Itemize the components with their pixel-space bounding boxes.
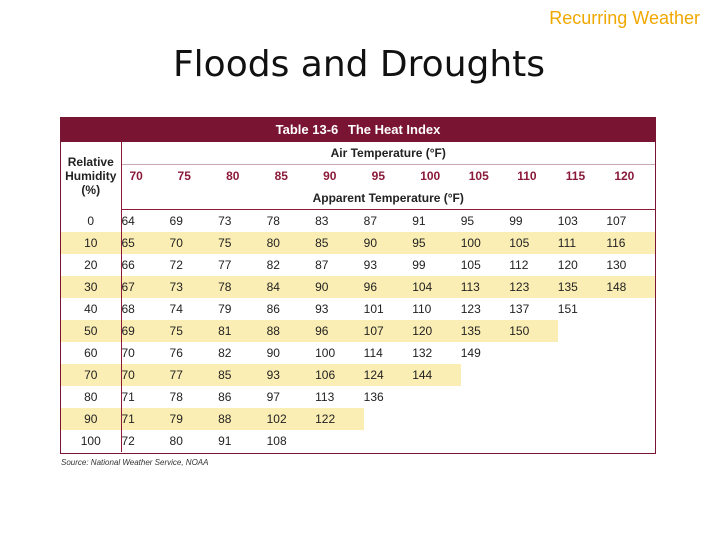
heat-index-cell: 130 — [606, 258, 627, 272]
temperature-header-cell: 90 — [323, 169, 337, 183]
humidity-cell: 70 — [61, 364, 121, 386]
heat-index-cell: 72 — [121, 434, 135, 448]
temperature-header-cell: 105 — [468, 169, 489, 183]
empty-cell — [461, 364, 510, 386]
empty-cell — [606, 408, 655, 430]
rh-label-line1: Relative — [67, 154, 114, 169]
heat-index-cell: 95 — [412, 232, 461, 254]
heat-index-cell: 111 — [558, 232, 607, 254]
empty-cell — [558, 364, 607, 386]
heat-index-cell: 123 — [509, 276, 558, 298]
empty-cell — [412, 408, 461, 430]
heat-index-cell: 90 — [266, 346, 280, 360]
heat-index-cell: 93 — [267, 364, 316, 386]
heat-index-cell: 71 — [121, 390, 135, 404]
heat-index-cell: 84 — [267, 276, 316, 298]
table-row — [61, 276, 655, 298]
empty-cell — [509, 342, 558, 364]
heat-index-cell: 64 — [121, 214, 135, 228]
heat-index-cell: 120 — [557, 258, 578, 272]
heat-index-cell: 93 — [315, 302, 329, 316]
heat-index-cell: 93 — [363, 258, 378, 272]
heat-index-cell: 79 — [218, 302, 232, 316]
heat-index-cell: 108 — [266, 434, 287, 448]
table-row — [61, 342, 655, 364]
heat-index-cell: 104 — [412, 276, 461, 298]
heat-index-cell: 106 — [315, 364, 364, 386]
humidity-cell: 10 — [61, 232, 121, 254]
heat-index-cell: 122 — [315, 408, 364, 430]
rh-label-line2: Humidity — [65, 168, 117, 183]
empty-cell — [412, 430, 461, 452]
heat-index-cell: 90 — [315, 276, 364, 298]
table-row — [61, 320, 655, 342]
empty-cell — [558, 342, 607, 364]
heat-index-cell: 86 — [218, 390, 232, 404]
humidity-cell: 0 — [61, 210, 121, 233]
table-row — [61, 254, 655, 276]
heat-index-cell: 72 — [169, 258, 183, 272]
heat-index-cell: 101 — [363, 302, 384, 316]
temperature-header-cell: 110 — [517, 169, 537, 183]
humidity-cell: 50 — [61, 320, 121, 342]
humidity-cell: 80 — [61, 386, 121, 408]
heat-index-cell: 82 — [218, 346, 232, 360]
heat-index-cell: 88 — [218, 408, 267, 430]
heat-index-cell: 132 — [412, 346, 433, 360]
empty-cell — [606, 342, 655, 364]
heat-index-cell: 112 — [509, 258, 529, 272]
table-row — [61, 232, 655, 254]
empty-cell — [606, 298, 655, 320]
temperature-header-cell: 95 — [371, 169, 386, 183]
heat-index-cell: 96 — [364, 276, 413, 298]
heat-index-cell: 102 — [267, 408, 316, 430]
heat-index-cell: 78 — [169, 390, 183, 404]
heat-index-cell: 70 — [170, 232, 219, 254]
heat-index-cell: 67 — [121, 276, 170, 298]
heat-index-cell: 75 — [170, 320, 219, 342]
heat-index-cell: 113 — [315, 390, 335, 404]
empty-cell — [606, 320, 655, 342]
heat-index-cell: 78 — [266, 214, 280, 228]
heat-index-cell: 85 — [218, 364, 267, 386]
empty-cell — [558, 408, 607, 430]
empty-cell — [509, 386, 558, 408]
heat-index-cell: 124 — [364, 364, 413, 386]
table-caption-title: The Heat Index — [347, 122, 441, 137]
heat-index-cell: 68 — [121, 302, 135, 316]
heat-index-cell: 82 — [266, 258, 280, 272]
empty-cell — [606, 430, 655, 452]
heat-index-cell: 71 — [121, 408, 170, 430]
heat-index-cell: 105 — [509, 232, 558, 254]
table-row — [61, 364, 655, 386]
empty-cell — [558, 320, 607, 342]
heat-index-cell: 80 — [267, 232, 316, 254]
empty-cell — [315, 430, 364, 452]
heat-index-cell: 88 — [267, 320, 316, 342]
heat-index-cell: 107 — [606, 214, 627, 228]
heat-index-cell: 148 — [606, 276, 655, 298]
heat-index-cell: 99 — [412, 258, 426, 272]
relative-humidity-label — [61, 142, 121, 210]
rh-label-line3: (%) — [81, 182, 101, 197]
temperature-header-cell: 120 — [614, 169, 635, 183]
apparent-temperature-header: Apparent Temperature (°F) — [121, 187, 655, 210]
heat-index-cell: 86 — [266, 302, 280, 316]
empty-cell — [558, 386, 607, 408]
temperature-header-cell: 70 — [129, 169, 143, 183]
heat-index-cell: 107 — [364, 320, 413, 342]
corner-title: Recurring Weather — [549, 8, 700, 28]
table-row — [61, 298, 655, 320]
heat-index-cell: 69 — [121, 320, 170, 342]
heat-index-cell: 77 — [218, 258, 232, 272]
heat-index-cell: 116 — [606, 232, 655, 254]
heat-index-cell: 144 — [412, 364, 461, 386]
empty-cell — [461, 430, 510, 452]
empty-cell — [364, 430, 413, 452]
temperature-header-cell: 115 — [565, 169, 586, 183]
empty-cell — [606, 364, 655, 386]
heat-index-cell: 81 — [218, 320, 267, 342]
empty-cell — [606, 386, 655, 408]
heat-index-cell: 149 — [460, 346, 481, 360]
heat-index-cell: 136 — [363, 390, 384, 404]
heat-index-cell: 113 — [461, 276, 510, 298]
heat-index-cell: 91 — [412, 214, 426, 228]
heat-index-cell: 75 — [218, 232, 267, 254]
table-row — [61, 210, 655, 233]
heat-index-cell: 73 — [218, 214, 232, 228]
heat-index-cell: 103 — [557, 214, 578, 228]
heat-index-table — [61, 142, 655, 452]
heat-index-cell: 97 — [266, 390, 280, 404]
empty-cell — [509, 364, 558, 386]
heat-index-cell: 85 — [315, 232, 364, 254]
slide-title: Floods and Droughts — [172, 44, 546, 85]
heat-index-cell: 100 — [461, 232, 510, 254]
temperature-header-cell: 100 — [420, 169, 441, 183]
heat-index-cell: 73 — [170, 276, 219, 298]
table-row — [61, 386, 655, 408]
heat-index-cell: 90 — [364, 232, 413, 254]
heat-index-cell: 76 — [169, 346, 183, 360]
heat-index-cell: 96 — [315, 320, 364, 342]
heat-index-cell: 70 — [121, 364, 170, 386]
table-caption-number: Table 13-6 — [275, 122, 339, 137]
heat-index-cell: 137 — [509, 302, 530, 316]
empty-cell — [412, 386, 461, 408]
humidity-cell: 20 — [61, 254, 121, 276]
humidity-cell: 40 — [61, 298, 121, 320]
empty-cell — [509, 408, 558, 430]
heat-index-cell: 91 — [218, 434, 232, 448]
table-row — [61, 408, 655, 430]
table-caption — [61, 118, 655, 142]
humidity-cell: 60 — [61, 342, 121, 364]
heat-index-cell: 151 — [557, 302, 578, 316]
table-row — [61, 430, 655, 452]
heat-index-cell: 78 — [218, 276, 267, 298]
temperature-header-row — [61, 165, 655, 188]
heat-index-cell: 95 — [460, 214, 475, 228]
heat-index-cell: 66 — [121, 258, 135, 272]
heat-index-cell: 99 — [509, 214, 523, 228]
heat-index-cell: 120 — [412, 320, 461, 342]
temperature-header-cell: 75 — [177, 169, 191, 183]
heat-index-cell: 65 — [121, 232, 170, 254]
temperature-header-cell: 85 — [274, 169, 288, 183]
heat-index-table-panel — [60, 117, 656, 454]
heat-index-cell: 105 — [460, 258, 481, 272]
heat-index-cell: 77 — [170, 364, 219, 386]
heat-index-cell: 87 — [363, 214, 378, 228]
heat-index-cell: 80 — [169, 434, 183, 448]
heat-index-cell: 135 — [461, 320, 510, 342]
source-note: Source: National Weather Service, NOAA — [61, 458, 209, 467]
humidity-cell: 30 — [61, 276, 121, 298]
heat-index-cell: 110 — [412, 302, 432, 316]
heat-index-cell: 100 — [315, 346, 336, 360]
empty-cell — [558, 430, 607, 452]
empty-cell — [461, 386, 510, 408]
empty-cell — [509, 430, 558, 452]
heat-index-cell: 70 — [121, 346, 135, 360]
empty-cell — [364, 408, 413, 430]
air-temperature-header: Air Temperature (°F) — [121, 142, 655, 165]
heat-index-cell: 114 — [363, 346, 383, 360]
temperature-header-cell: 80 — [226, 169, 240, 183]
heat-index-cell: 87 — [315, 258, 329, 272]
empty-cell — [461, 408, 510, 430]
heat-index-cell: 79 — [170, 408, 219, 430]
humidity-cell: 100 — [61, 430, 121, 452]
heat-index-cell: 74 — [169, 302, 183, 316]
heat-index-cell: 69 — [169, 214, 183, 228]
heat-index-cell: 123 — [460, 302, 481, 316]
humidity-cell: 90 — [61, 408, 121, 430]
heat-index-cell: 83 — [315, 214, 329, 228]
heat-index-cell: 150 — [509, 320, 558, 342]
heat-index-cell: 135 — [558, 276, 607, 298]
